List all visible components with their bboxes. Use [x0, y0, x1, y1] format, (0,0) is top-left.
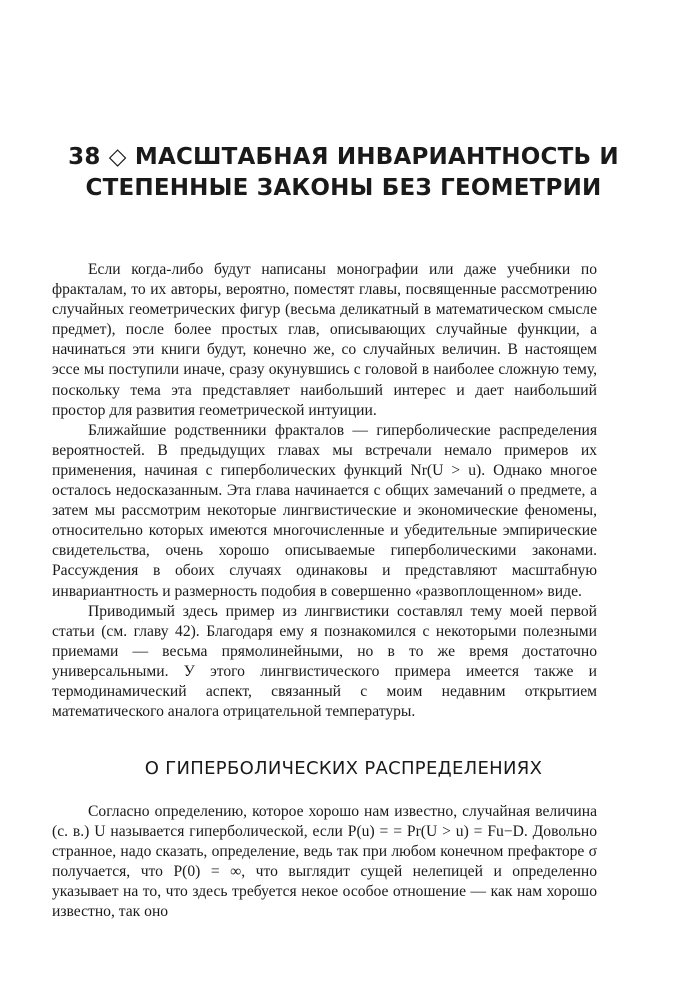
chapter-title — [40, 142, 647, 204]
chapter-title-line-1: 38 ◇ МАСШТАБНАЯ ИНВАРИАНТНОСТЬ И — [68, 144, 619, 170]
section-text — [52, 802, 597, 923]
intro-text — [52, 260, 597, 722]
intro-paragraph-3: Приводимый здесь пример из лингвистики составлял тему моей первой статьи (см. главу 42). Благодаря ему я познакомился с некоторыми полезными приемами — весьма прямолинейными, но в то же время достаточно универсальными. У этого лингвистического примера имеется также и термодинамический аспект, связанный с моим недавним открытием математического аналога отрицательной температуры. — [52, 602, 597, 721]
section-paragraph-1: Согласно определению, которое хорошо нам известно, случайная величина (с. в.) U называется гиперболической, если P(u) = = Pr(U > u) = Fu−D. Довольно странное, надо сказать, определение, ведь так при любом конечном префакторе σ получается, что P(0) = ∞, что выглядит сущей нелепицей и определенно указывает на то, что здесь требуется некое особое отношение — как нам хорошо известно, так оно — [52, 803, 597, 921]
chapter-title-line-2: СТЕПЕННЫЕ ЗАКОНЫ БЕЗ ГЕОМЕТРИИ — [85, 175, 602, 201]
intro-paragraph-1: Если когда-либо будут написаны монографии или даже учебники по фракталам, то их авторы, вероятно, поместят главы, посвященные рассмотрению случайных геометрических фигур (весьма деликатный в математическом смысле предмет), после более простых глав, описывающих случайные функции, а начинаться эти книги будут, конечно же, со случайных величин. В настоящем эссе мы поступили иначе, сразу окунувшись с головой в наиболее сложную тему, поскольку тема эта представляет наибольший интерес и дает наибольший простор для развития геометрической интуиции. — [52, 261, 597, 419]
section-title: О ГИПЕРБОЛИЧЕСКИХ РАСПРЕДЕЛЕНИЯХ — [144, 758, 543, 779]
intro-paragraph-2: Ближайшие родственники фракталов — гиперболические распределения вероятностей. В предыдущих главах мы встречали немало примеров их применения, начиная с гиперболических функций Nr(U > u). Однако многое осталось недосказанным. Эта глава начинается с общих замечаний о предмете, а затем мы рассмотрим некоторые лингвистические и экономические феномены, относительно которых имеются многочисленные и убедительные эмпирические свидетельства, очень хорошо описываемые гиперболическими законами. Рассуждения в обоих случаях одинаковы и представляют масштабную инвариантность и размерность подобия в совершенно «развоплощенном» виде. — [52, 421, 597, 600]
